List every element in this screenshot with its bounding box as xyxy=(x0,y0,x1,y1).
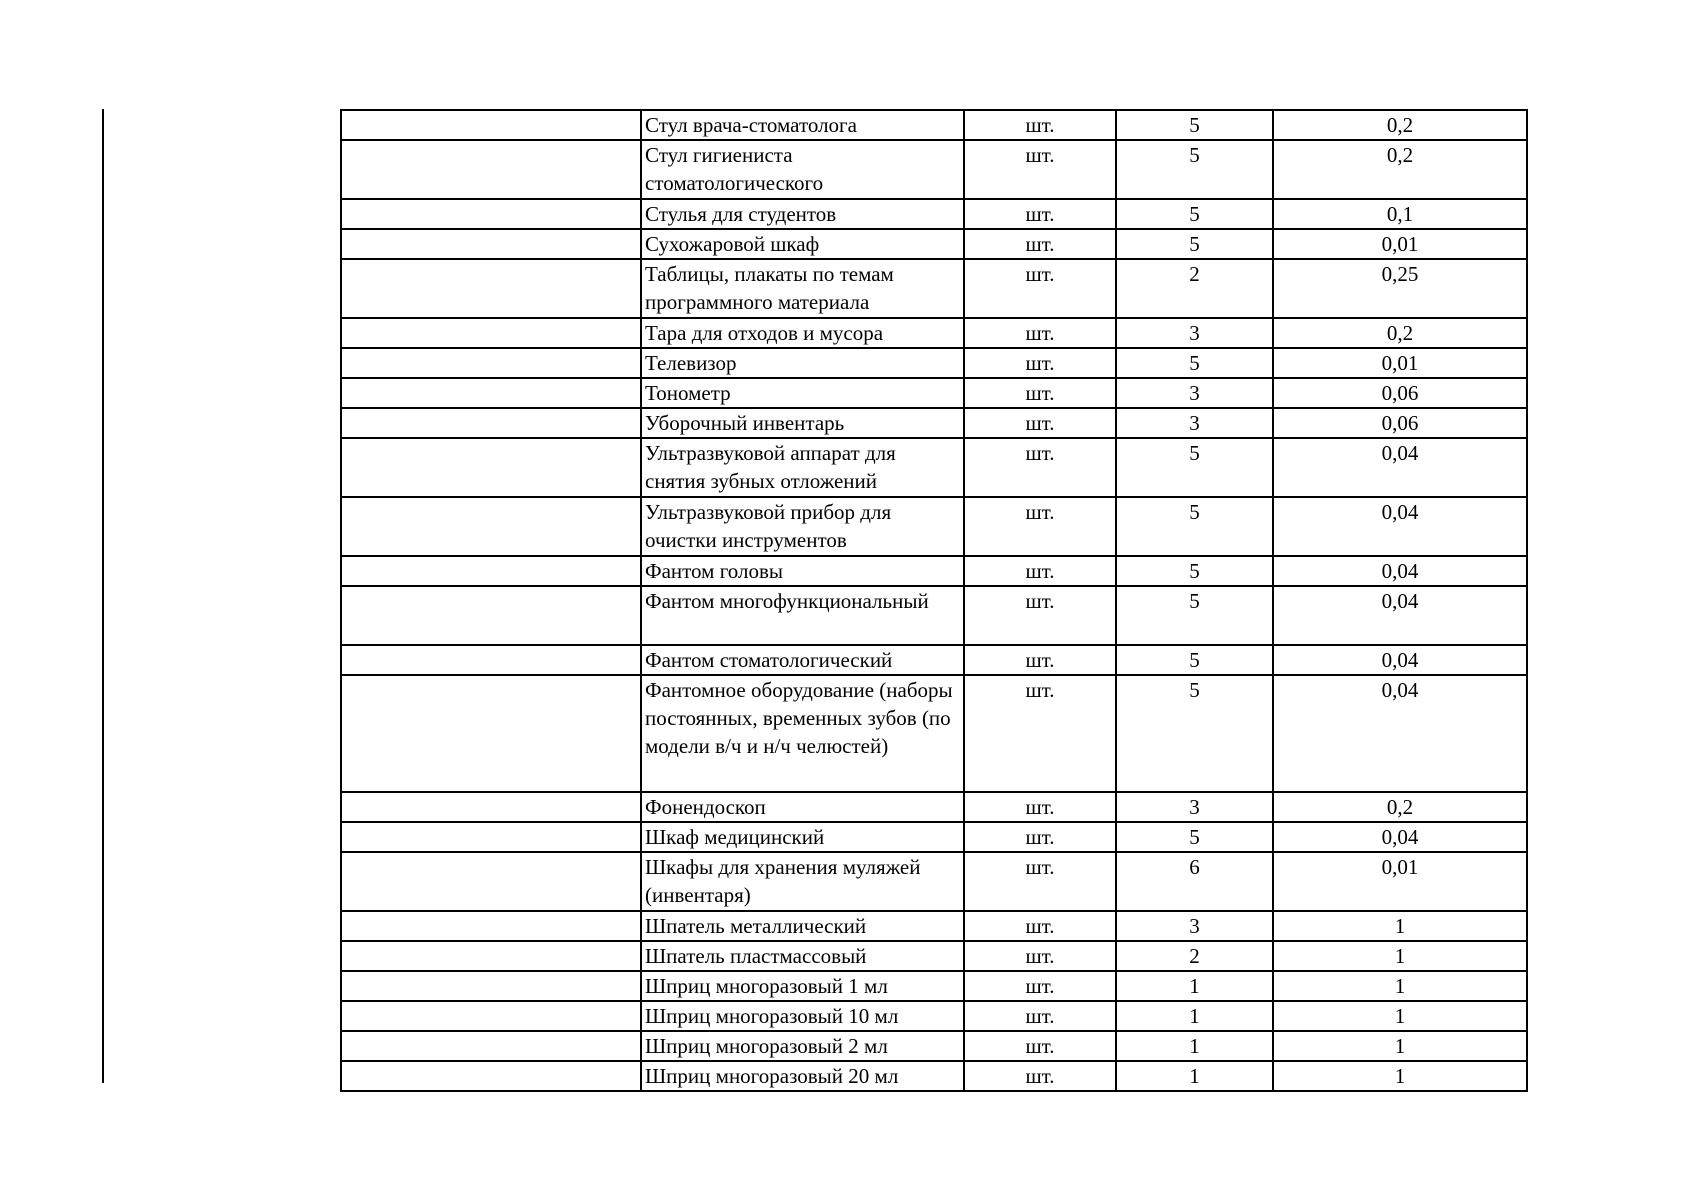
cell-item-name: Ультразвуковой аппарат для снятия зубных отложений xyxy=(641,438,964,497)
cell-coefficient: 0,25 xyxy=(1273,259,1527,318)
cell-coefficient: 0,2 xyxy=(1273,140,1527,199)
cell-category xyxy=(341,971,641,1001)
cell-quantity: 3 xyxy=(1116,408,1273,438)
cell-coefficient: 0,04 xyxy=(1273,675,1527,792)
cell-unit: шт. xyxy=(964,318,1116,348)
cell-category xyxy=(341,586,641,645)
cell-item-name: Шприц многоразовый 10 мл xyxy=(641,1001,964,1031)
cell-category xyxy=(341,822,641,852)
cell-item-name: Фантом головы xyxy=(641,556,964,586)
cell-unit: шт. xyxy=(964,1001,1116,1031)
cell-item-name: Стул врача-стоматолога xyxy=(641,110,964,140)
cell-item-name: Телевизор xyxy=(641,348,964,378)
cell-quantity: 2 xyxy=(1116,259,1273,318)
table-row xyxy=(341,792,1527,822)
table-row xyxy=(341,140,1527,199)
table-row xyxy=(341,408,1527,438)
cell-category xyxy=(341,675,641,792)
cell-item-name: Тара для отходов и мусора xyxy=(641,318,964,348)
cell-coefficient: 0,04 xyxy=(1273,556,1527,586)
cell-quantity: 5 xyxy=(1116,497,1273,556)
cell-category xyxy=(341,1061,641,1091)
cell-coefficient: 1 xyxy=(1273,941,1527,971)
cell-quantity: 5 xyxy=(1116,199,1273,229)
cell-quantity: 1 xyxy=(1116,1001,1273,1031)
cell-item-name: Шпатель металлический xyxy=(641,911,964,941)
cell-coefficient: 1 xyxy=(1273,911,1527,941)
cell-unit: шт. xyxy=(964,675,1116,792)
cell-unit: шт. xyxy=(964,140,1116,199)
cell-category xyxy=(341,438,641,497)
cell-quantity: 6 xyxy=(1116,852,1273,911)
cell-item-name: Фантом многофункциональный xyxy=(641,586,964,645)
cell-item-name: Фонендоскоп xyxy=(641,792,964,822)
cell-coefficient: 0,2 xyxy=(1273,792,1527,822)
table-row xyxy=(341,229,1527,259)
cell-coefficient: 0,1 xyxy=(1273,199,1527,229)
cell-coefficient: 1 xyxy=(1273,1031,1527,1061)
cell-category xyxy=(341,229,641,259)
table-row xyxy=(341,318,1527,348)
cell-quantity: 3 xyxy=(1116,378,1273,408)
cell-quantity: 1 xyxy=(1116,1031,1273,1061)
cell-item-name: Тонометр xyxy=(641,378,964,408)
cell-category xyxy=(341,852,641,911)
cell-quantity: 5 xyxy=(1116,822,1273,852)
table-row xyxy=(341,259,1527,318)
cell-unit: шт. xyxy=(964,229,1116,259)
cell-unit: шт. xyxy=(964,792,1116,822)
cell-unit: шт. xyxy=(964,348,1116,378)
table-row xyxy=(341,556,1527,586)
cell-category xyxy=(341,259,641,318)
cell-item-name: Шкаф медицинский xyxy=(641,822,964,852)
cell-coefficient: 0,01 xyxy=(1273,852,1527,911)
cell-quantity: 2 xyxy=(1116,941,1273,971)
cell-unit: шт. xyxy=(964,941,1116,971)
table-row xyxy=(341,378,1527,408)
table-row xyxy=(341,110,1527,140)
cell-category xyxy=(341,556,641,586)
cell-unit: шт. xyxy=(964,438,1116,497)
cell-category xyxy=(341,1001,641,1031)
table-row xyxy=(341,199,1527,229)
cell-category xyxy=(341,199,641,229)
cell-quantity: 5 xyxy=(1116,348,1273,378)
cell-category xyxy=(341,378,641,408)
cell-quantity: 5 xyxy=(1116,645,1273,675)
table-row xyxy=(341,645,1527,675)
cell-unit: шт. xyxy=(964,971,1116,1001)
cell-coefficient: 0,2 xyxy=(1273,318,1527,348)
table-row xyxy=(341,971,1527,1001)
table-row xyxy=(341,675,1527,792)
table-row xyxy=(341,1061,1527,1091)
equipment-table-body xyxy=(341,110,1527,1091)
cell-unit: шт. xyxy=(964,110,1116,140)
cell-item-name: Фантом стоматологический xyxy=(641,645,964,675)
cell-item-name: Стулья для студентов xyxy=(641,199,964,229)
cell-category xyxy=(341,110,641,140)
cell-item-name: Стул гигиениста стоматологического xyxy=(641,140,964,199)
cell-quantity: 5 xyxy=(1116,229,1273,259)
cell-quantity: 5 xyxy=(1116,675,1273,792)
cell-quantity: 5 xyxy=(1116,110,1273,140)
table-row xyxy=(341,348,1527,378)
cell-unit: шт. xyxy=(964,1031,1116,1061)
cell-unit: шт. xyxy=(964,199,1116,229)
cell-category xyxy=(341,408,641,438)
cell-category xyxy=(341,645,641,675)
cell-quantity: 5 xyxy=(1116,556,1273,586)
cell-item-name: Шкафы для хранения муляжей (инвентаря) xyxy=(641,852,964,911)
cell-coefficient: 0,04 xyxy=(1273,586,1527,645)
cell-quantity: 5 xyxy=(1116,140,1273,199)
table-row xyxy=(341,1001,1527,1031)
cell-coefficient: 0,01 xyxy=(1273,229,1527,259)
cell-coefficient: 0,06 xyxy=(1273,378,1527,408)
cell-item-name: Сухожаровой шкаф xyxy=(641,229,964,259)
cell-quantity: 1 xyxy=(1116,1061,1273,1091)
cell-unit: шт. xyxy=(964,408,1116,438)
cell-coefficient: 1 xyxy=(1273,1061,1527,1091)
cell-coefficient: 1 xyxy=(1273,1001,1527,1031)
cell-coefficient: 0,2 xyxy=(1273,110,1527,140)
cell-category xyxy=(341,318,641,348)
cell-category xyxy=(341,497,641,556)
table-row xyxy=(341,586,1527,645)
table-row xyxy=(341,1031,1527,1061)
cell-item-name: Уборочный инвентарь xyxy=(641,408,964,438)
cell-item-name: Шприц многоразовый 20 мл xyxy=(641,1061,964,1091)
cell-category xyxy=(341,911,641,941)
table-row xyxy=(341,497,1527,556)
cell-quantity: 3 xyxy=(1116,911,1273,941)
cell-unit: шт. xyxy=(964,852,1116,911)
table-row xyxy=(341,852,1527,911)
cell-item-name: Шпатель пластмассовый xyxy=(641,941,964,971)
cell-coefficient: 0,06 xyxy=(1273,408,1527,438)
cell-item-name: Фантомное оборудование (наборы постоянных, временных зубов (по модели в/ч и н/ч челюстей) xyxy=(641,675,964,792)
cell-coefficient: 0,04 xyxy=(1273,822,1527,852)
cell-category xyxy=(341,1031,641,1061)
cell-quantity: 5 xyxy=(1116,438,1273,497)
cell-item-name: Таблицы, плакаты по темам программного материала xyxy=(641,259,964,318)
cell-coefficient: 1 xyxy=(1273,971,1527,1001)
cell-unit: шт. xyxy=(964,1061,1116,1091)
table-row xyxy=(341,941,1527,971)
table-row xyxy=(341,438,1527,497)
cell-quantity: 1 xyxy=(1116,971,1273,1001)
table-row xyxy=(341,822,1527,852)
cell-item-name: Шприц многоразовый 1 мл xyxy=(641,971,964,1001)
cell-unit: шт. xyxy=(964,378,1116,408)
cell-coefficient: 0,04 xyxy=(1273,497,1527,556)
cell-quantity: 3 xyxy=(1116,792,1273,822)
cell-unit: шт. xyxy=(964,586,1116,645)
equipment-table xyxy=(340,109,1528,1092)
cell-quantity: 5 xyxy=(1116,586,1273,645)
cell-item-name: Шприц многоразовый 2 мл xyxy=(641,1031,964,1061)
cell-unit: шт. xyxy=(964,645,1116,675)
cell-category xyxy=(341,140,641,199)
cell-quantity: 3 xyxy=(1116,318,1273,348)
cell-coefficient: 0,01 xyxy=(1273,348,1527,378)
cell-category xyxy=(341,941,641,971)
cell-unit: шт. xyxy=(964,556,1116,586)
cell-unit: шт. xyxy=(964,497,1116,556)
left-margin-rule xyxy=(102,109,104,1083)
cell-unit: шт. xyxy=(964,822,1116,852)
cell-coefficient: 0,04 xyxy=(1273,645,1527,675)
cell-unit: шт. xyxy=(964,911,1116,941)
table-row xyxy=(341,911,1527,941)
cell-category xyxy=(341,792,641,822)
cell-coefficient: 0,04 xyxy=(1273,438,1527,497)
cell-category xyxy=(341,348,641,378)
cell-unit: шт. xyxy=(964,259,1116,318)
cell-item-name: Ультразвуковой прибор для очистки инструментов xyxy=(641,497,964,556)
